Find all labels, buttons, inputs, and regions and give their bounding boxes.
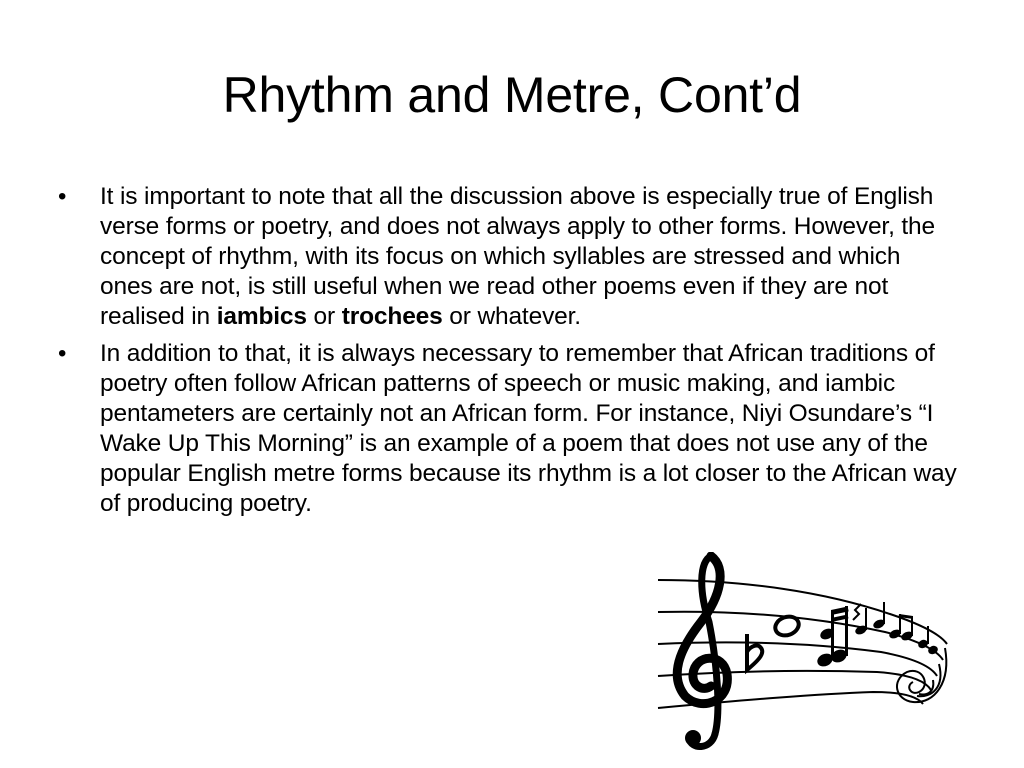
bullet-text-part: or	[306, 303, 342, 330]
bullet-icon: •	[58, 340, 67, 367]
bullet-text	[100, 183, 935, 330]
music-staff-icon	[655, 552, 955, 756]
bullet-item-1	[58, 182, 958, 332]
slide-title: Rhythm and Metre, Cont’d	[222, 67, 802, 123]
bold-term-iambics: iambics	[216, 303, 307, 330]
bullet-item-2	[58, 339, 958, 519]
bullet-icon: •	[58, 183, 67, 210]
bold-term-trochees: trochees	[341, 303, 443, 330]
bullet-text-part: or whatever.	[442, 303, 581, 330]
bullet-text-part: It is important to note that all the discussion above is especially true of English verse forms or poetry, and does not always apply to other forms. However, the concept of rhythm, with its focus on which syllables are stressed and which ones are not, is still useful when we read other poems even if they are not realised in	[100, 183, 936, 330]
bullet-text: In addition to that, it is always necessary to remember that African traditions of poetry often follow African patterns of speech or music making, and iambic pentameters are certainly not an African form. For instance, Niyi Osundare’s “I Wake Up This Morning” is an example of a poem that does not use any of the popular English metre forms because its rhythm is a lot closer to the African way of producing poetry.	[100, 340, 957, 517]
bullet-list	[58, 182, 958, 526]
